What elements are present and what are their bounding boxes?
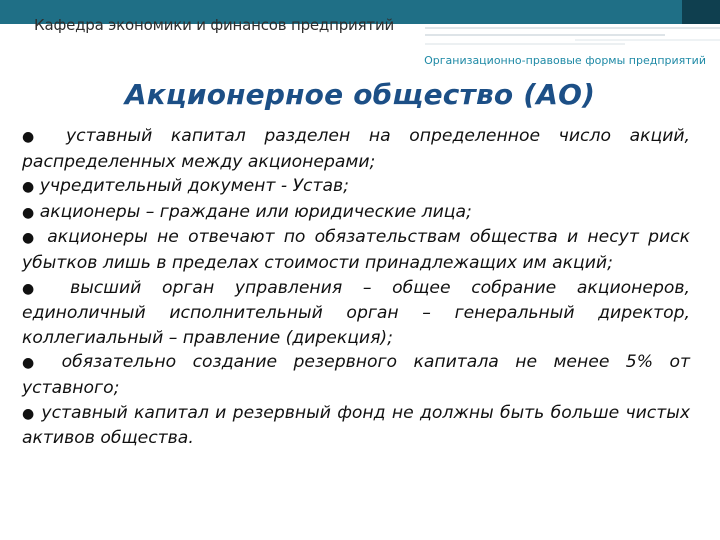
bullet-icon: ● [22, 230, 38, 247]
decorative-lines [425, 26, 720, 46]
bullet-icon: ● [22, 129, 48, 145]
bullet-icon: ● [22, 179, 35, 196]
department-title: Кафедра экономики и финансов предприятий [34, 16, 395, 34]
list-item: ● высший орган управления – общее собрание акционеров, единоличный исполнительный орган – генеральный директор, коллегиальный – правление (дирекция); [22, 277, 690, 348]
list-item: ● учредительный документ - Устав; [22, 176, 349, 197]
bullet-list [22, 124, 690, 451]
slide-title: Акционерное общество (АО) [124, 78, 596, 111]
header-bar-accent [682, 0, 720, 24]
list-item: ● акционеры – граждане или юридические лица; [22, 201, 472, 222]
bullet-icon: ● [22, 355, 46, 372]
bullet-icon: ● [22, 280, 50, 297]
bullet-icon: ● [22, 405, 36, 422]
bullet-icon: ● [22, 204, 35, 221]
list-item: ● обязательно создание резервного капитала не менее 5% от уставного; [22, 352, 691, 398]
section-subtitle: Организационно-правовые формы предприятий [424, 54, 706, 67]
list-item: ● уставный капитал разделен на определенное число акций, распределенных между акционерами; [22, 126, 690, 172]
list-item: ● уставный капитал и резервный фонд не должны быть больше чистых активов общества. [22, 402, 691, 449]
list-item: ● акционеры не отвечают по обязательствам общества и несут риск убытков лишь в пределах стоимости принадлежащих им акций; [22, 227, 691, 273]
